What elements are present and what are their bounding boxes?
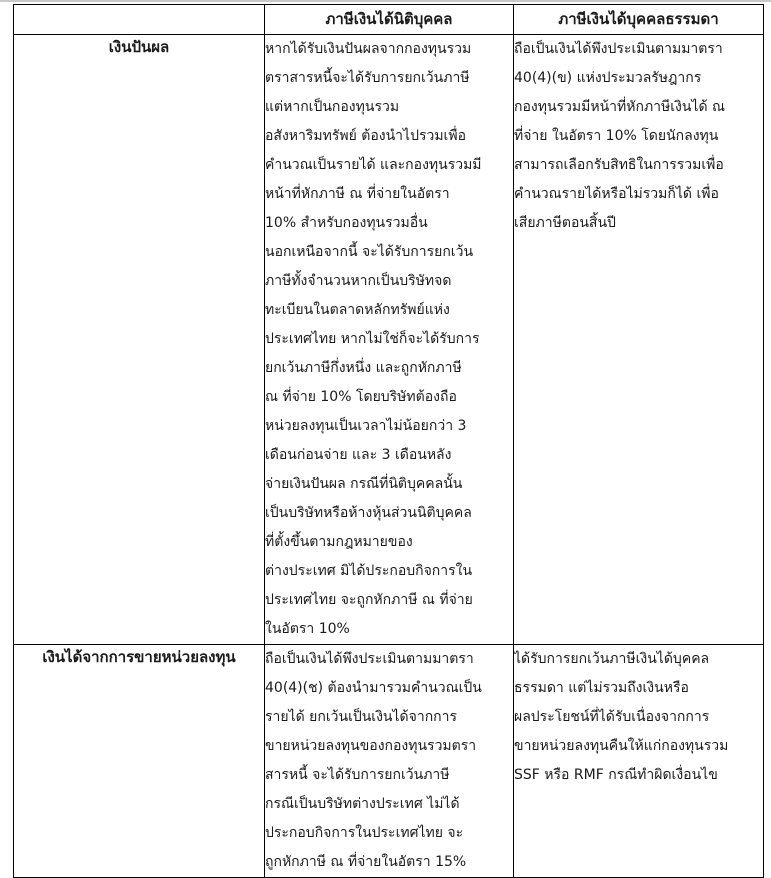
text-line: ที่จ่าย ในอัตรา 10% โดยนักลงทุน [514,128,719,144]
text-line: เป็นบริษัทหรือห้างหุ้นส่วนนิติบุคคล [265,505,472,521]
dividend-corporate-tax-cell [265,35,514,645]
text-line: กรณีเป็นบริษัทต่างประเทศ ไม่ได้ [265,796,460,812]
text-line: SSF หรือ RMF กรณีทำผิดเงื่อนไข [514,767,718,783]
text-line: ถูกหักภาษี ณ ที่จ่ายในอัตรา 15% [265,854,467,870]
dividend-personal-tax-cell [514,35,764,645]
text-line: สามารถเลือกรับสิทธิในการรวมเพื่อ [514,157,724,173]
text-line: ประกอบกิจการในประเทศไทย จะ [265,825,464,841]
text-line: สารหนี้ จะได้รับการยกเว้นภาษี [265,767,450,783]
text-line: คำนวณรายได้หรือไม่รวมก็ได้ เพื่อ [514,186,719,202]
top-rule-divider [0,0,771,2]
text-line: ประเทศไทย จะถูกหักภาษี ณ ที่จ่าย [265,592,473,608]
unit-sale-personal-tax-text [514,645,763,790]
text-line: ขายหน่วยลงทุนของกองทุนรวมตรา [265,738,477,754]
text-line: 40(4)(ข) แห่งประมวลรัษฎากร [514,70,702,86]
text-line: ได้รับการยกเว้นภาษีเงินได้บุคคล [514,651,710,667]
text-line: นอกเหนือจากนี้ จะได้รับการยกเว้น [265,244,474,260]
text-line: 40(4)(ช) ต้องนำมารวมคำนวณเป็น [265,680,482,696]
header-empty-cell [14,5,265,35]
text-line: ถือเป็นเงินได้พึงประเมินตามมาตรา [265,651,474,667]
text-line: หน่วยลงทุนเป็นเวลาไม่น้อยกว่า 3 [265,418,467,434]
dividend-personal-tax-text [514,35,763,238]
dividend-corporate-tax-text [265,35,513,644]
text-line: หากได้รับเงินปันผลจากกองทุนรวม [265,41,472,57]
text-line: ประเทศไทย หากไม่ใช่ก็จะได้รับการ [265,331,480,347]
text-line: ขายหน่วยลงทุนคืนให้แก่กองทุนรวม [514,738,729,754]
tax-comparison-table [13,4,764,878]
text-line: แต่หากเป็นกองทุนรวม [265,99,400,115]
table-row-dividend [14,35,764,645]
unit-sale-corporate-tax-text [265,645,513,877]
text-line: กองทุนรวมมีหน้าที่หักภาษีเงินได้ ณ [514,99,726,115]
text-line: ยกเว้นภาษีกึ่งหนึ่ง และถูกหักภาษี [265,360,462,376]
header-row [14,5,764,35]
text-line: ณ ที่จ่าย 10% โดยบริษัทต้องถือ [265,389,457,405]
header-corporate-tax: ภาษีเงินได้นิติบุคคล [265,5,514,35]
text-line: ธรรมดา แต่ไม่รวมถึงเงินหรือ [514,680,689,696]
text-line: เสียภาษีตอนสิ้นปี [514,215,616,231]
text-line: คำนวณเป็นรายได้ และกองทุนรวมมี [265,157,482,173]
text-line: 10% สำหรับกองทุนรวมอื่น [265,215,428,231]
text-line: ต่างประเทศ มิได้ประกอบกิจการใน [265,563,473,579]
header-personal-tax: ภาษีเงินได้บุคคลธรรมดา [514,5,764,35]
text-line: เดือนก่อนจ่าย และ 3 เดือนหลัง [265,447,452,463]
text-line: ถือเป็นเงินได้พึงประเมินตามมาตรา [514,41,723,57]
text-line: ตราสารหนี้จะได้รับการยกเว้นภาษี [265,70,470,86]
row-label-unit-sale: เงินได้จากการขายหน่วยลงทุน [14,645,265,878]
unit-sale-corporate-tax-cell [265,645,514,878]
table-row-unit-sale [14,645,764,878]
text-line: จ่ายเงินปันผล กรณีที่นิติบุคคลนั้น [265,476,463,492]
text-line: ทะเบียนในตลาดหลักทรัพย์แห่ง [265,302,450,318]
text-line: ผลประโยชน์ที่ได้รับเนื่องจากการ [514,709,710,725]
text-line: รายได้ ยกเว้นเป็นเงินได้จากการ [265,709,458,725]
text-line: หน้าที่หักภาษี ณ ที่จ่ายในอัตรา [265,186,450,202]
text-line: อสังหาริมทรัพย์ ต้องนำไปรวมเพื่อ [265,128,466,144]
text-line: ที่ตั้งขึ้นตามกฎหมายของ [265,534,413,550]
text-line: ในอัตรา 10% [265,621,350,637]
text-line: ภาษีทั้งจำนวนหากเป็นบริษัทจด [265,273,452,289]
unit-sale-personal-tax-cell [514,645,764,878]
row-label-dividend: เงินปันผล [14,35,265,645]
